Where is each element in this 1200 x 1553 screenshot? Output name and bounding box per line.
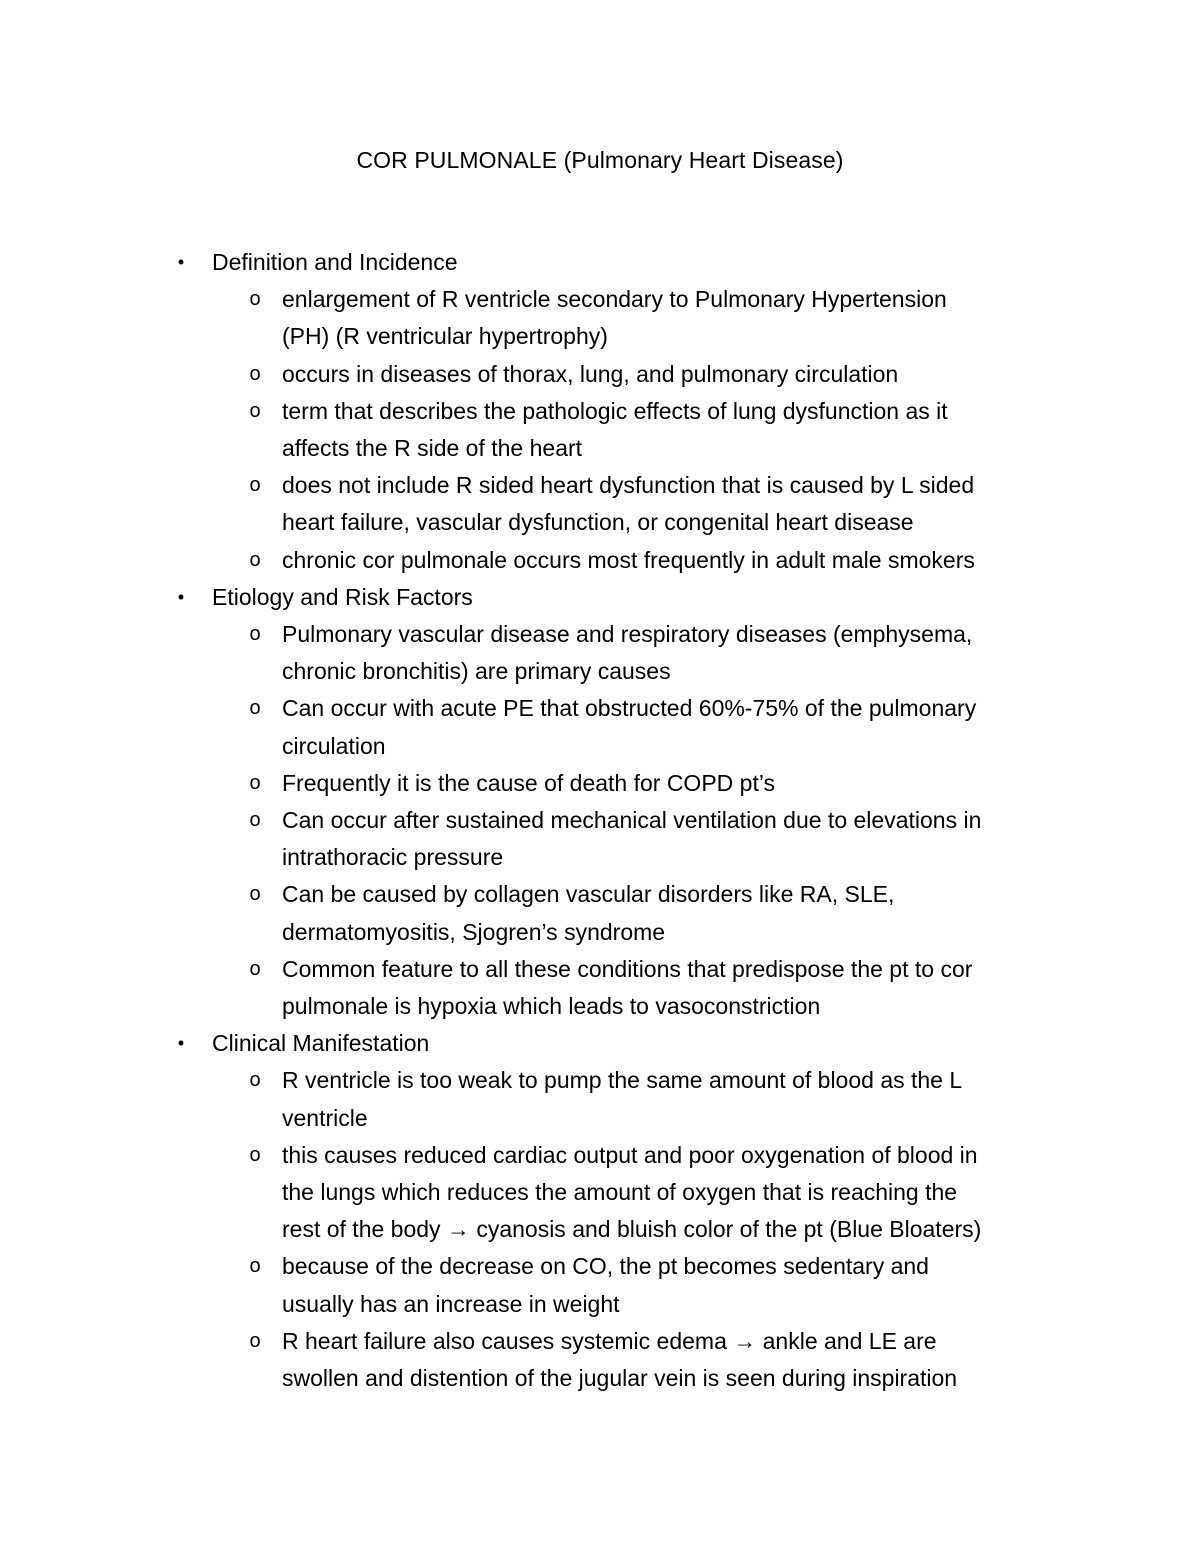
circle-bullet-icon: o	[249, 548, 261, 571]
list-item	[172, 356, 1072, 393]
circle-bullet-icon: o	[249, 399, 261, 422]
list-item	[172, 765, 1072, 802]
list-item-text: does not include R sided heart dysfunction that is caused by L sided	[282, 472, 975, 499]
list-item	[172, 1248, 1072, 1322]
list-item-text: heart failure, vascular dysfunction, or congenital heart disease	[282, 509, 914, 536]
list-item-text: Can occur after sustained mechanical ventilation due to elevations in	[282, 807, 982, 834]
sub-list	[172, 616, 1072, 1025]
list-item-text: because of the decrease on CO, the pt becomes sedentary and	[282, 1253, 929, 1280]
list-item-text: Pulmonary vascular disease and respiratory diseases (emphysema,	[282, 621, 973, 648]
circle-bullet-icon: o	[249, 809, 261, 832]
list-item	[172, 802, 1072, 876]
section	[172, 244, 1072, 579]
section-heading-text: Definition and Incidence	[212, 249, 458, 275]
list-item-text: dermatomyositis, Sjogren’s syndrome	[282, 918, 666, 945]
section	[172, 1025, 1072, 1397]
list-item-text: (PH) (R ventricular hypertrophy)	[282, 323, 608, 350]
list-item-text: ventricle	[282, 1104, 368, 1131]
circle-bullet-icon: o	[249, 957, 261, 980]
list-item-text: term that describes the pathologic effects of lung dysfunction as it	[282, 397, 948, 424]
circle-bullet-icon: o	[249, 288, 261, 311]
list-item	[172, 542, 1072, 579]
circle-bullet-icon: o	[249, 1069, 261, 1092]
list-item-text: swollen and distention of the jugular vein is seen during inspiration	[282, 1365, 958, 1392]
page-title: COR PULMONALE (Pulmonary Heart Disease)	[356, 147, 844, 173]
bullet-icon: •	[177, 586, 185, 607]
list-item	[172, 951, 1072, 1025]
list-item-text: R heart failure also causes systemic edema → ankle and LE are	[282, 1327, 937, 1354]
list-item-text: the lungs which reduces the amount of oxygen that is reaching the	[282, 1179, 958, 1206]
list-item	[172, 281, 1072, 355]
list-item-text: Can be caused by collagen vascular disorders like RA, SLE,	[282, 881, 895, 908]
list-item-text: Common feature to all these conditions that predispose the pt to cor	[282, 955, 973, 982]
circle-bullet-icon: o	[249, 771, 261, 794]
list-item-text: affects the R side of the heart	[282, 435, 583, 462]
list-item-text: pulmonale is hypoxia which leads to vasoconstriction	[282, 993, 821, 1020]
list-item	[172, 1062, 1072, 1136]
list-item-text: circulation	[282, 732, 386, 759]
circle-bullet-icon: o	[249, 362, 261, 385]
section-heading	[172, 244, 1072, 281]
list-item	[172, 467, 1072, 541]
list-item-text: Frequently it is the cause of death for COPD pt’s	[282, 769, 776, 796]
circle-bullet-icon: o	[249, 623, 261, 646]
bullet-icon: •	[177, 252, 185, 272]
sub-list	[172, 281, 1072, 579]
section	[172, 579, 1072, 1025]
circle-bullet-icon: o	[249, 474, 261, 497]
section-heading-text: Clinical Manifestation	[212, 1030, 430, 1057]
list-item	[172, 876, 1072, 950]
circle-bullet-icon: o	[249, 1255, 261, 1278]
list-item-text: Can occur with acute PE that obstructed 60%-75% of the pulmonary	[282, 695, 977, 722]
list-item-text: intrathoracic pressure	[282, 844, 504, 871]
document-body	[172, 244, 1072, 1397]
circle-bullet-icon: o	[249, 697, 261, 720]
circle-bullet-icon: o	[249, 883, 261, 906]
section-heading-text: Etiology and Risk Factors	[212, 583, 473, 610]
circle-bullet-icon: o	[249, 1329, 261, 1352]
bullet-icon: •	[177, 1033, 185, 1054]
list-item-text: rest of the body → cyanosis and bluish color of the pt (Blue Bloaters)	[282, 1216, 982, 1243]
sub-list	[172, 1062, 1072, 1397]
list-item-text: chronic cor pulmonale occurs most frequently in adult male smokers	[282, 546, 975, 573]
list-item	[172, 1323, 1072, 1397]
list-item	[172, 616, 1072, 690]
list-item	[172, 1137, 1072, 1249]
section-heading	[172, 579, 1072, 616]
list-item-text: occurs in diseases of thorax, lung, and pulmonary circulation	[282, 360, 899, 387]
list-item-text: R ventricle is too weak to pump the same amount of blood as the L	[282, 1067, 963, 1094]
list-item	[172, 393, 1072, 467]
circle-bullet-icon: o	[249, 1143, 261, 1166]
section-heading	[172, 1025, 1072, 1062]
list-item-text: enlargement of R ventricle secondary to Pulmonary Hypertension	[282, 286, 947, 313]
list-item-text: chronic bronchitis) are primary causes	[282, 658, 671, 685]
list-item-text: usually has an increase in weight	[282, 1290, 620, 1317]
list-item-text: this causes reduced cardiac output and poor oxygenation of blood in	[282, 1141, 978, 1168]
list-item	[172, 690, 1072, 764]
